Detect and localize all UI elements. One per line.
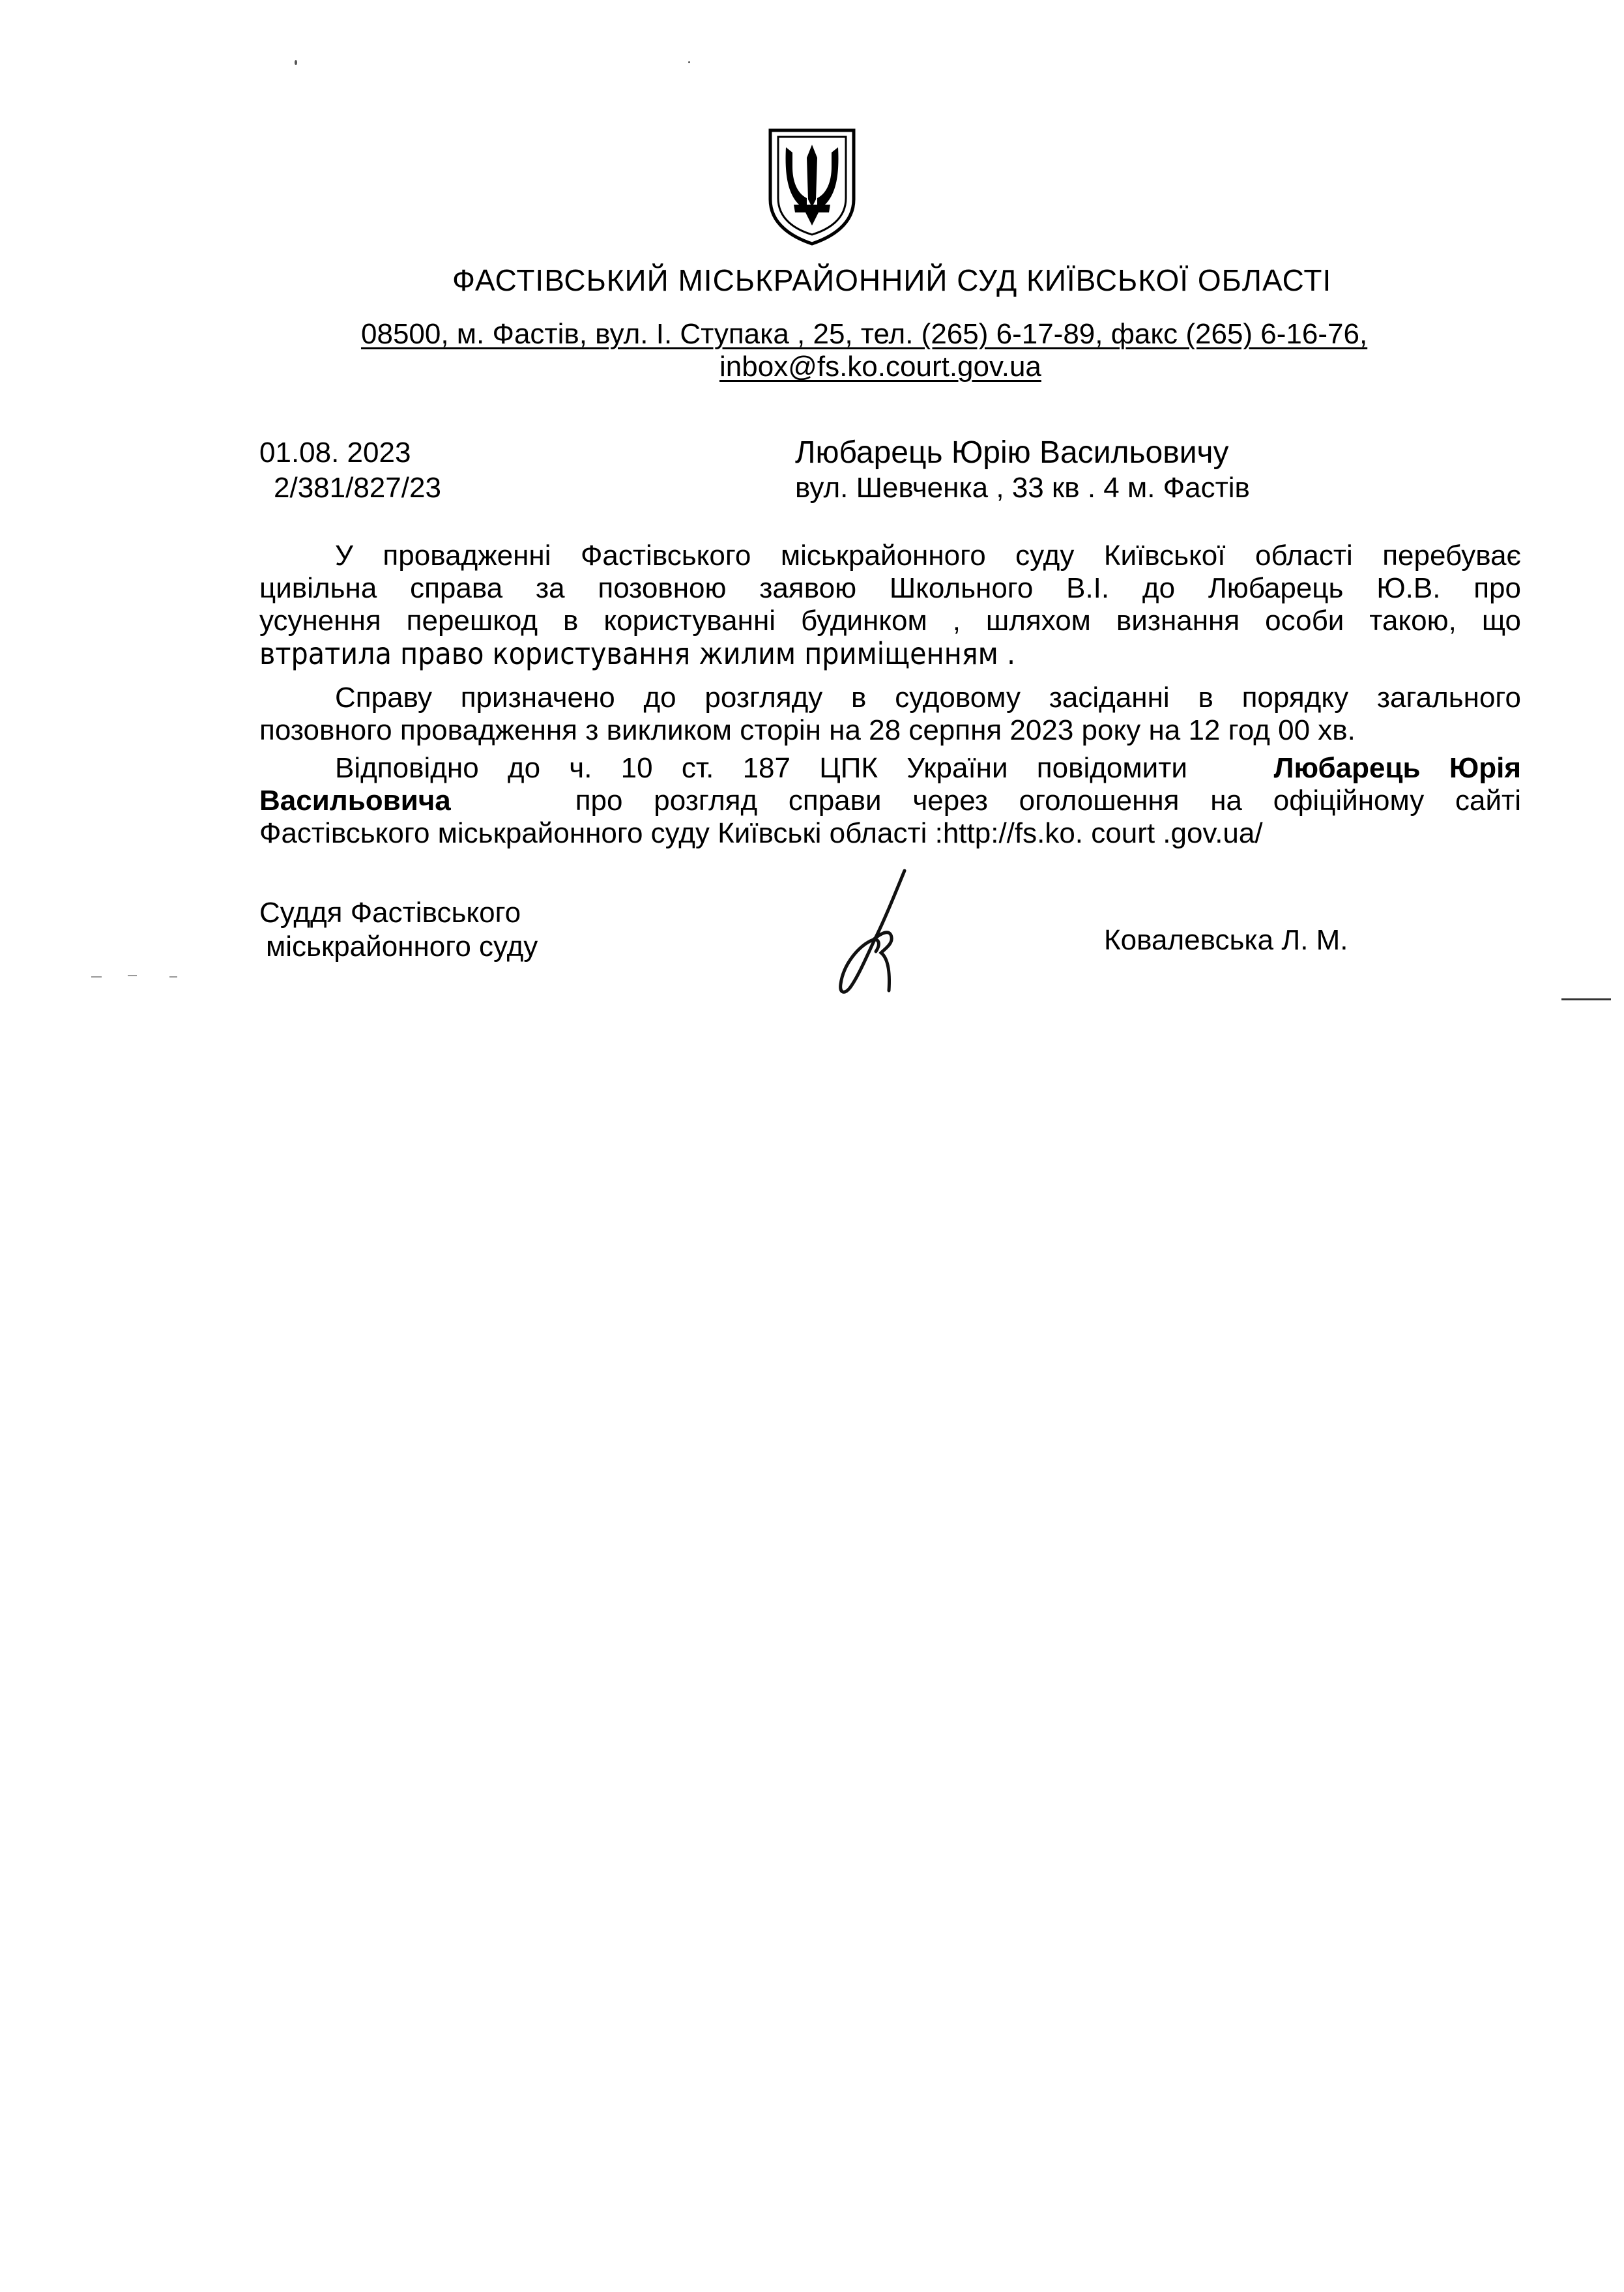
recipient-name: Любарець Юрію Васильовичу (795, 435, 1229, 470)
judge-title-line-2: міськрайонного суду (266, 931, 538, 963)
notice-text: про розгляд справи через оголошення на офіційному сайті (575, 785, 1521, 817)
scan-margin-mark (128, 975, 137, 976)
text-line (259, 785, 1521, 817)
text-line: втратила право користування жилим приміщенням . (259, 636, 1016, 671)
body-paragraph-2 (259, 682, 1521, 747)
case-number: 2/381/827/23 (274, 472, 441, 504)
court-address-line: 08500, м. Фастів, вул. І. Ступака , 25, тел. (265) 6-17-89, факс (265) 6-16-76, (361, 318, 1368, 350)
scan-speck (295, 60, 297, 65)
text-line: У провадженні Фастівського міськрайонного суду Київської області перебуває (335, 540, 1521, 572)
text-line (259, 752, 1521, 785)
text-line: Фастівського міськрайонного суду Київські області :http://fs.ko. court .gov.ua/ (259, 817, 1263, 849)
recipient-address: вул. Шевченка , 33 кв . 4 м. Фастів (795, 472, 1250, 504)
text-line: усунення перешкод в користуванні будинком , шляхом визнання особи такою, що (259, 605, 1521, 637)
scan-speck (688, 61, 690, 63)
body-paragraph-1 (259, 540, 1521, 670)
scan-margin-mark (1561, 998, 1611, 1000)
trident-coat-of-arms-icon (766, 128, 858, 246)
text-line: Справу призначено до розгляду в судовому засіданні в порядку загального (335, 682, 1521, 714)
body-paragraph-3 (259, 752, 1521, 850)
judge-title-line-1: Суддя Фастівського (259, 897, 521, 929)
court-name-heading: ФАСТІВСЬКИЙ МІСЬКРАЙОННИЙ СУД КИЇВСЬКОЇ ОБЛАСТІ (452, 263, 1332, 297)
defendant-name-bold: Любарець Юрія (1273, 752, 1521, 784)
handwritten-signature-icon (828, 867, 919, 997)
notice-text: Відповідно до ч. 10 ст. 187 ЦПК України повідомити (335, 752, 1187, 784)
scan-margin-mark (91, 976, 102, 978)
letter-date: 01.08. 2023 (259, 437, 411, 469)
defendant-patronymic-bold: Васильовича (259, 785, 451, 817)
text-line: цивільна справа за позовною заявою Школьного В.І. до Любарець Ю.В. про (259, 572, 1521, 604)
text-line: позовного провадження з викликом сторін на 28 серпня 2023 року на 12 год 00 хв. (259, 714, 1356, 746)
court-email-link[interactable]: inbox@fs.ko.court.gov.ua (719, 351, 1041, 383)
judge-name: Ковалевська Л. М. (1104, 924, 1348, 956)
scan-margin-mark (169, 976, 177, 978)
